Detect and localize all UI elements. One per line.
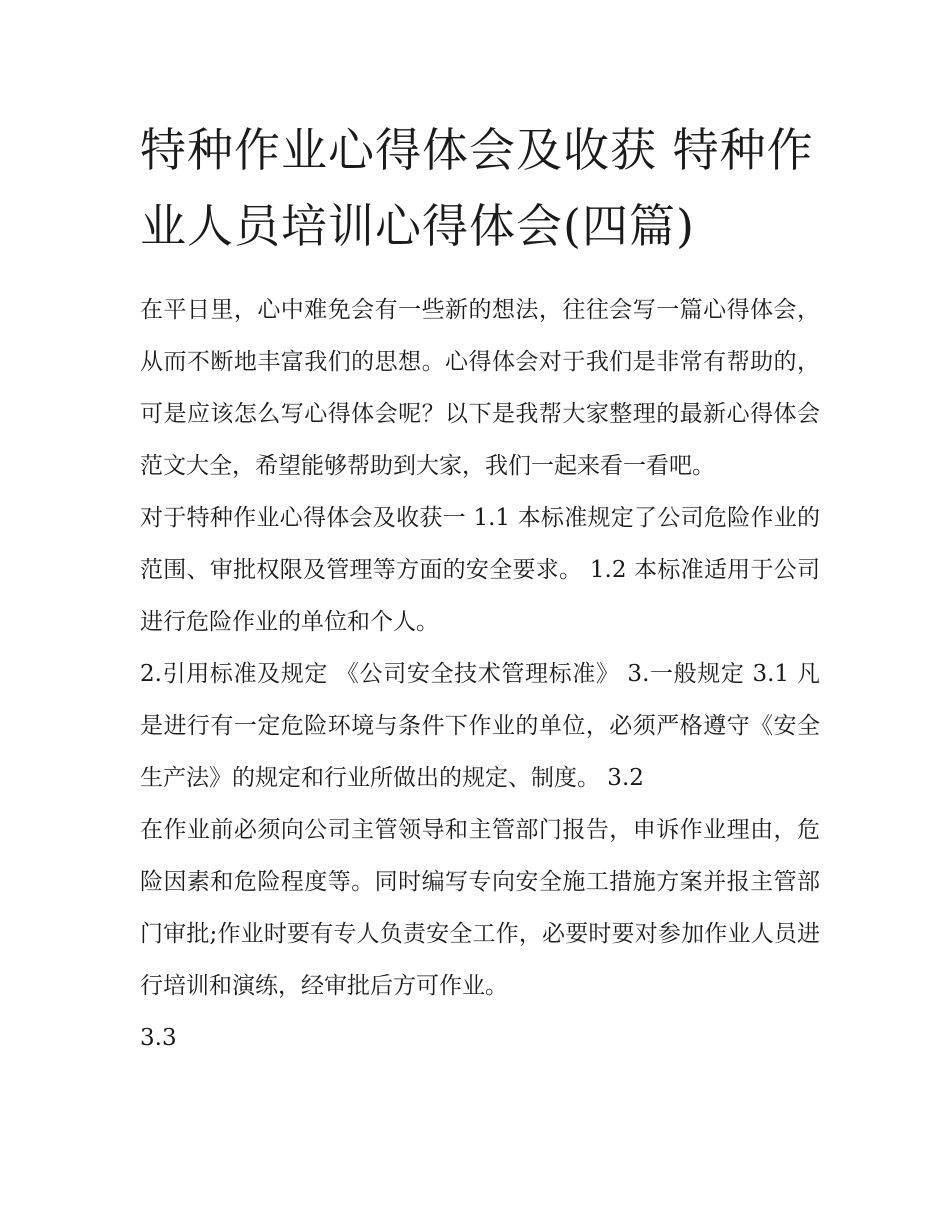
paragraph-scope: 对于特种作业心得体会及收获一 1.1 本标准规定了公司危险作业的范围、审批权限及管理等方面的安全要求。 1.2 本标准适用于公司进行危险作业的单位和个人。 — [140, 505, 820, 635]
paragraph-section-number: 3.3 — [140, 1025, 177, 1051]
paragraph-pre-work-report: 在作业前必须向公司主管领导和主管部门报告，申诉作业理由，危险因素和危险程度等。同时编写专向安全施工措施方案并报主管部门审批;作业时要有专人负责安全工作，必要时要对参加作业人员进行培训和演练，经审批后方可作业。 — [140, 817, 820, 999]
paragraph-references: 2.引用标准及规定 《公司安全技术管理标准》 3.一般规定 3.1 凡是进行有一定危险环境与条件下作业的单位，必须严格遵守《安全生产法》的规定和行业所做出的规定、制度。 3.2 — [140, 661, 820, 791]
paragraph-intro: 在平日里，心中难免会有一些新的想法，往往会写一篇心得体会，从而不断地丰富我们的思想。心得体会对于我们是非常有帮助的，可是应该怎么写心得体会呢？以下是我帮大家整理的最新心得体会范文大全，希望能够帮助到大家，我们一起来看一看吧。 — [140, 297, 820, 479]
document-page — [140, 112, 820, 1064]
document-title: 特种作业心得体会及收获 特种作业人员培训心得体会(四篇) — [140, 123, 814, 253]
